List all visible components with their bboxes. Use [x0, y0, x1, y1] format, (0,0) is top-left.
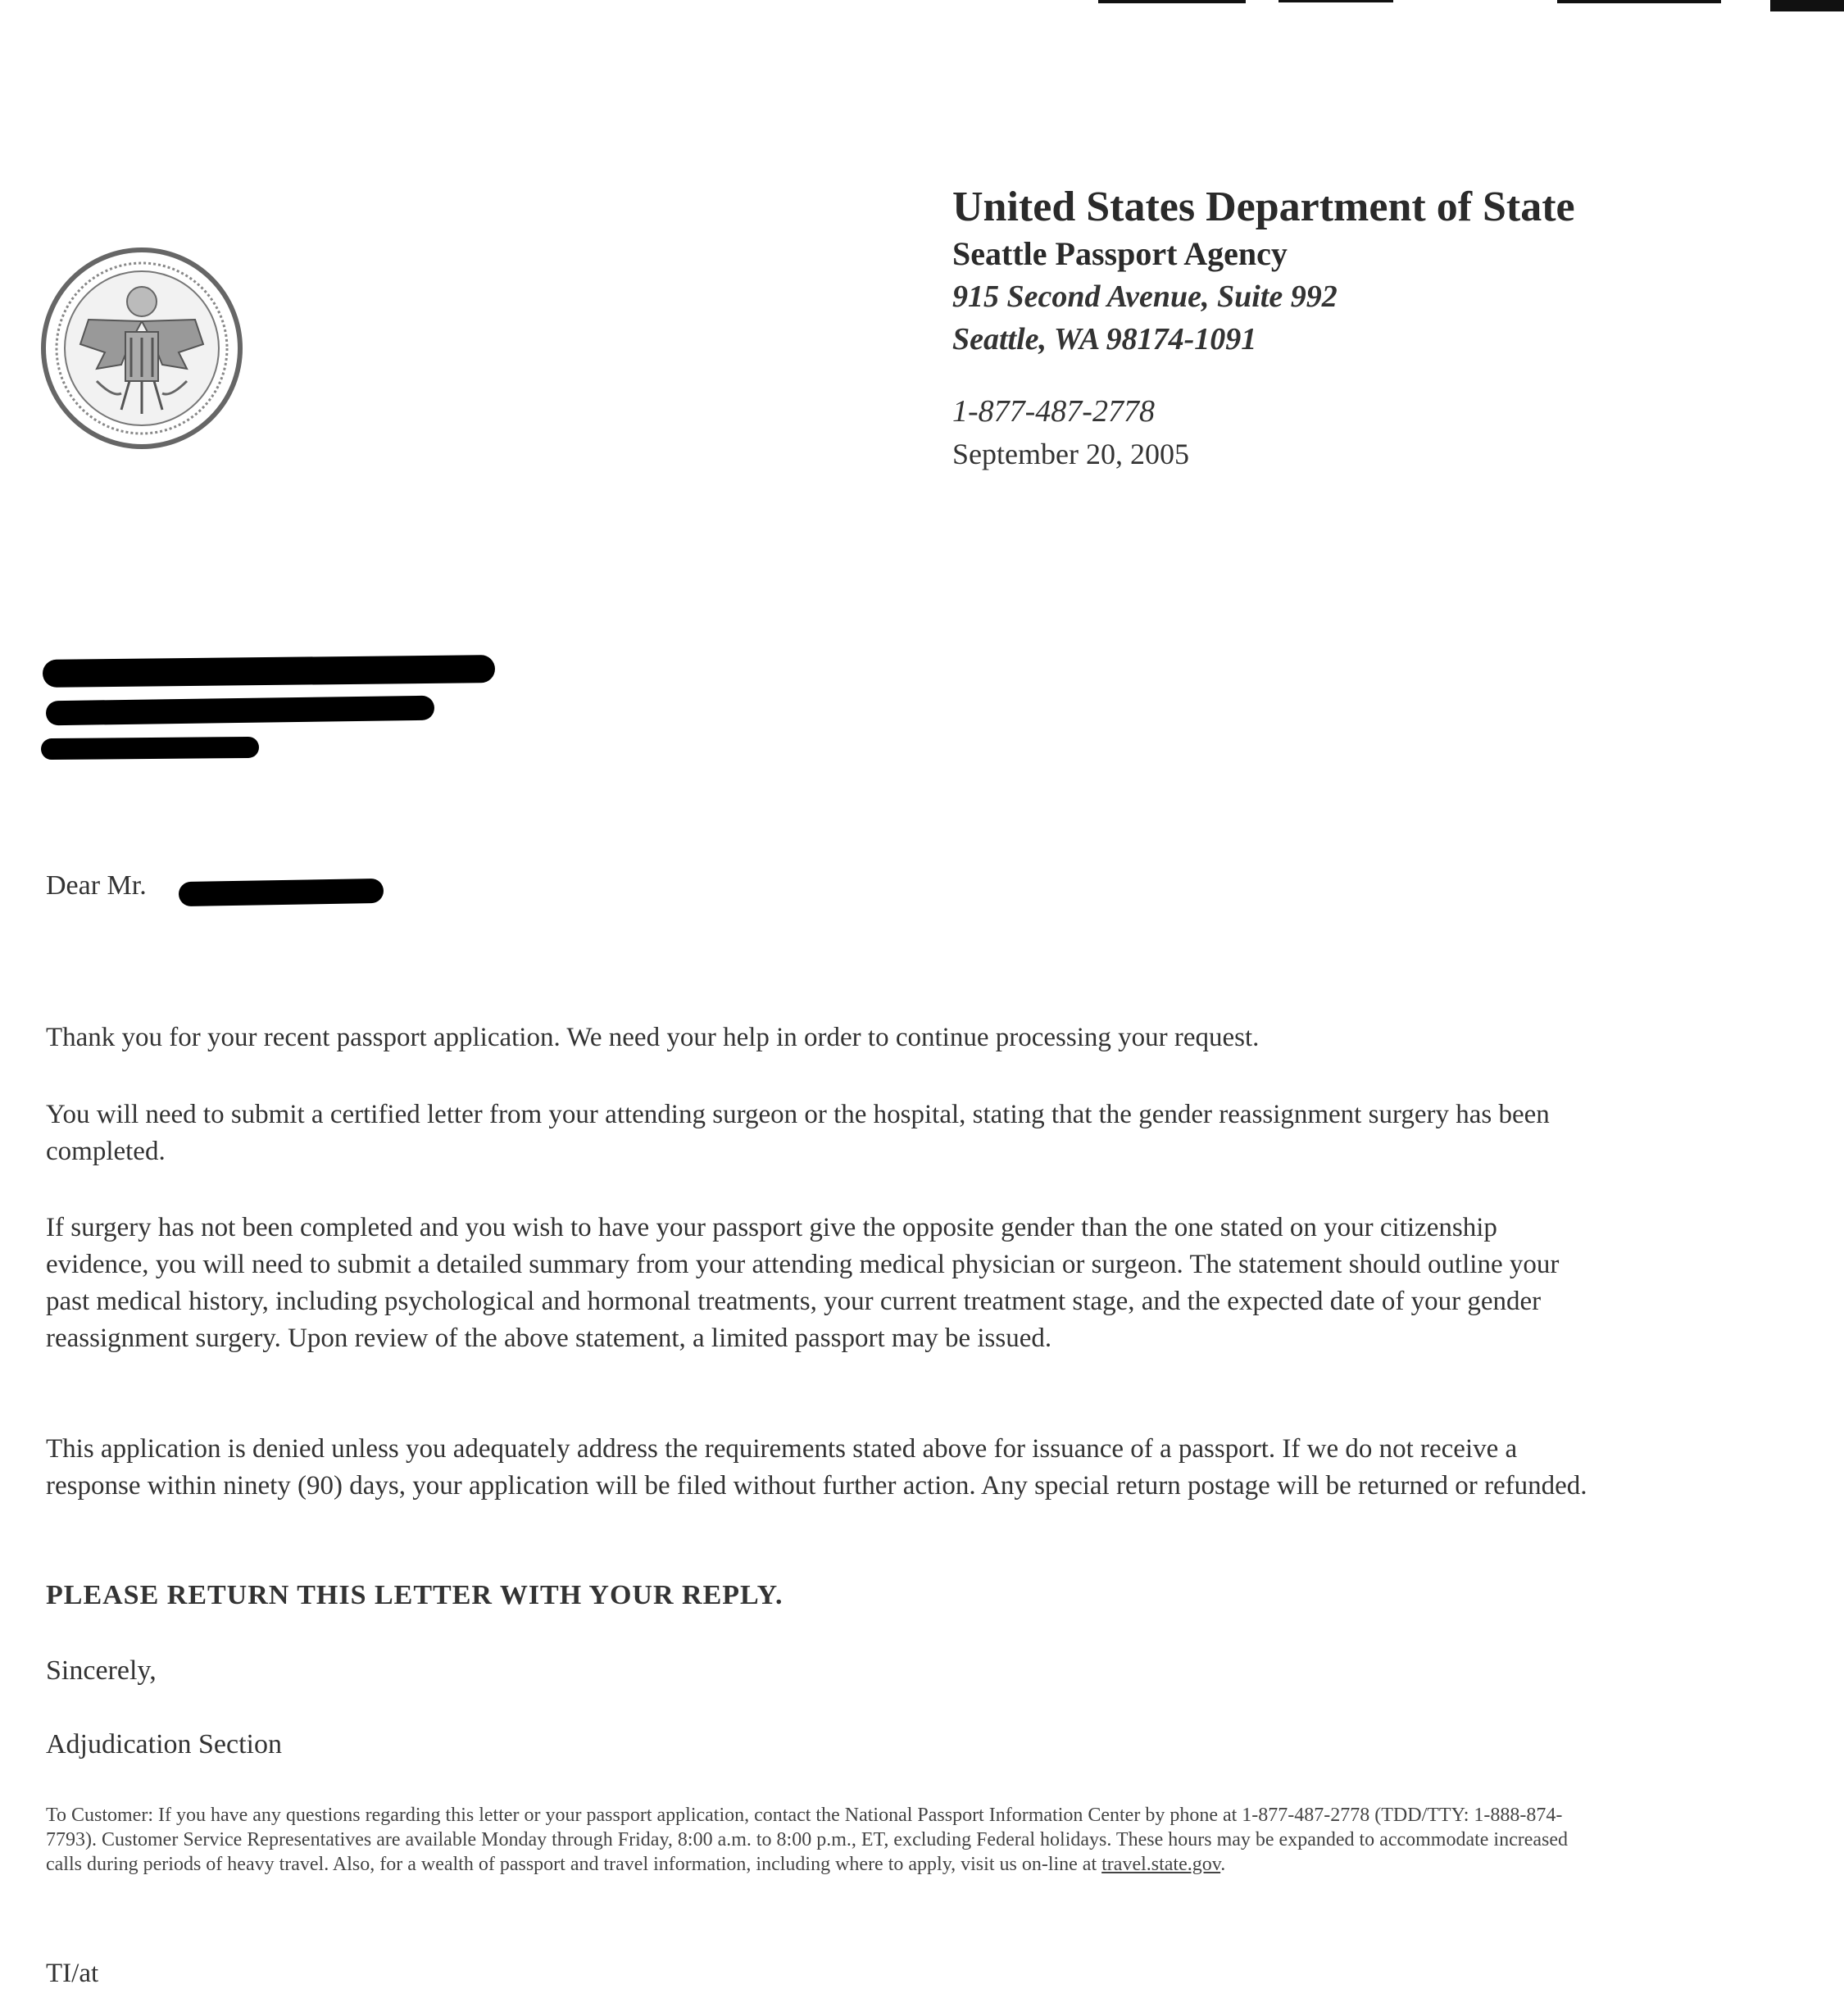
agency-title: United States Department of State [952, 184, 1575, 230]
great-seal-icon [39, 246, 244, 451]
scan-artifact [1557, 0, 1721, 3]
body-paragraph: You will need to submit a certified letter from your attending surgeon or the hospital, stating that the gender reassignment surgery has been completed. [46, 1100, 1550, 1166]
redacted-address-line-3 [41, 737, 259, 760]
letterhead [952, 182, 1575, 475]
redacted-address-line-2 [46, 696, 434, 726]
redacted-name [179, 879, 384, 906]
body-paragraph: If surgery has not been completed and you wish to have your passport give the opposite gender than the one stated on your citizenship evidence, you will need to submit a detailed summary from your attending medical physician or surgeon. The statement should outline your past medical history, including psychological and hormonal treatments, your current treatment stage, and the expected date of your gender reassignment surgery. Upon review of the above statement, a limited passport may be issued. [46, 1213, 1560, 1353]
customer-footer-note [46, 1803, 1570, 1877]
address-line-1: 915 Second Avenue, Suite 992 [952, 279, 1338, 314]
office-name: Seattle Passport Agency [952, 235, 1288, 272]
scan-artifact [1098, 0, 1246, 3]
travel-state-gov-link[interactable]: travel.state.gov [1101, 1854, 1221, 1875]
scan-artifact [1279, 0, 1393, 2]
redacted-address-line-1 [43, 655, 495, 688]
return-instruction: PLEASE RETURN THIS LETTER WITH YOUR REPLY. [46, 1580, 783, 1610]
phone-number: 1-877-487-2778 [952, 394, 1155, 429]
address-line-2: Seattle, WA 98174-1091 [952, 322, 1257, 356]
closing: Sincerely, [46, 1655, 157, 1686]
salutation [46, 870, 147, 901]
scan-artifact [1770, 0, 1844, 11]
signature-section: Adjudication Section [46, 1729, 283, 1759]
footer-text: To Customer: If you have any questions regarding this letter or your passport application, contact the National Passport Information Center by phone at 1-877-487-2778 (TDD/TTY: 1-888-874-7793). Customer Service Representatives are available Monday through Friday, 8:00 a.m. to 8:00 p.m., ET, excluding Federal holidays. These hours may be expanded to accommodate increased calls during periods of heavy travel. Also, for a wealth of passport and travel information, including where to apply, visit us on-line at [46, 1805, 1569, 1875]
letter-date: September 20, 2005 [952, 438, 1189, 470]
typist-initials: TI/at [46, 1959, 99, 1988]
body-paragraph: This application is denied unless you adequately address the requirements stated above for issuance of a passport. If we do not receive a response within ninety (90) days, your application will be filed without further action. Any special return postage will be returned or refunded. [46, 1434, 1587, 1501]
salutation-text: Dear Mr. [46, 870, 147, 901]
footer-end: . [1220, 1854, 1226, 1875]
body-paragraph: Thank you for your recent passport application. We need your help in order to continue processing your request. [46, 1023, 1260, 1052]
